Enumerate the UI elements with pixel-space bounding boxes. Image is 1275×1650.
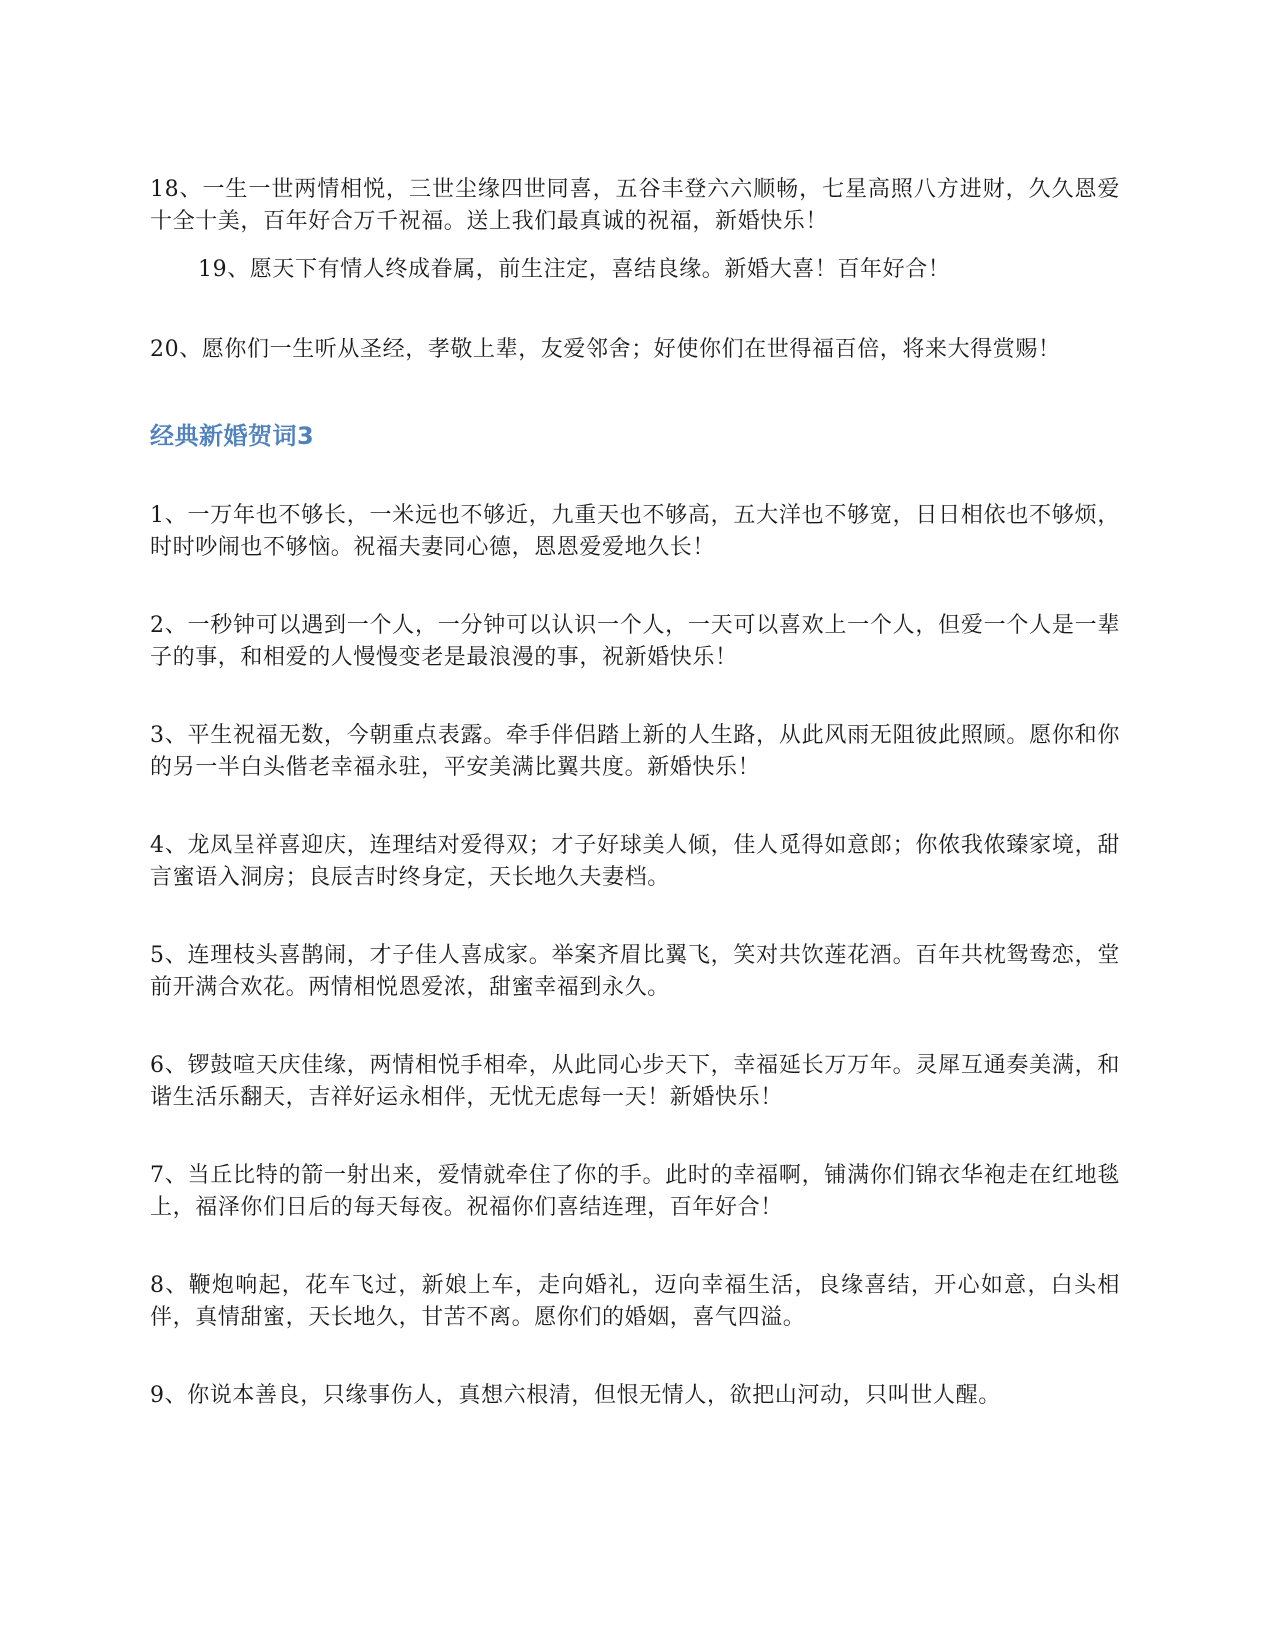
section-paragraph-6: 6、锣鼓喧天庆佳缘，两情相悦手相牵，从此同心步天下，幸福延长万万年。灵犀互通奏美满，和谐生活乐翻天，吉祥好运永相伴，无忧无虑每一天！新婚快乐！ xyxy=(150,1053,1120,1110)
section-paragraph-4: 4、龙凤呈祥喜迎庆，连理结对爱得双；才子好球美人倾，佳人觅得如意郎；你侬我侬臻家境，甜言蜜语入洞房；良辰吉时终身定，天长地久夫妻档。 xyxy=(150,833,1120,890)
section-paragraph-2: 2、一秒钟可以遇到一个人，一分钟可以认识一个人，一天可以喜欢上一个人，但爱一个人是一辈子的事，和相爱的人慢慢变老是最浪漫的事，祝新婚快乐！ xyxy=(150,613,1120,670)
section-paragraph-5: 5、连理枝头喜鹊闹，才子佳人喜成家。举案齐眉比翼飞，笑对共饮莲花酒。百年共枕鸳鸯恋，堂前开满合欢花。两情相悦恩爱浓，甜蜜幸福到永久。 xyxy=(150,943,1120,1000)
section-paragraph-1: 1、一万年也不够长，一米远也不够近，九重天也不够高，五大洋也不够宽，日日相依也不够烦，时时吵闹也不够恼。祝福夫妻同心德，恩恩爱爱地久长！ xyxy=(150,503,1120,560)
paragraph-20: 20、愿你们一生听从圣经，孝敬上辈，友爱邻舍；好使你们在世得福百倍，将来大得赏赐！ xyxy=(150,337,1061,362)
section-heading: 经典新婚贺词3 xyxy=(150,422,315,450)
section-paragraph-9: 9、你说本善良，只缘事伤人，真想六根清，但恨无情人，欲把山河动，只叫世人醒。 xyxy=(150,1383,1001,1408)
section-paragraph-8: 8、鞭炮响起，花车飞过，新娘上车，走向婚礼，迈向幸福生活，良缘喜结，开心如意，白头相伴，真情甜蜜，天长地久，甘苦不离。愿你们的婚姻，喜气四溢。 xyxy=(150,1273,1120,1330)
section-paragraph-7: 7、当丘比特的箭一射出来，爱情就牵住了你的手。此时的幸福啊，铺满你们锦衣华袍走在红地毯上，福泽你们日后的每天每夜。祝福你们喜结连理，百年好合！ xyxy=(150,1163,1120,1220)
paragraph-19: 19、愿天下有情人终成眷属，前生注定，喜结良缘。新婚大喜！百年好合！ xyxy=(198,257,951,282)
paragraph-18: 18、一生一世两情相悦，三世尘缘四世同喜，五谷丰登六六顺畅，七星高照八方进财，久久恩爱十全十美，百年好合万千祝福。送上我们最真诚的祝福，新婚快乐！ xyxy=(150,177,1120,234)
section-paragraph-3: 3、平生祝福无数，今朝重点表露。牵手伴侣踏上新的人生路，从此风雨无阻彼此照顾。愿你和你的另一半白头偕老幸福永驻，平安美满比翼共度。新婚快乐！ xyxy=(150,723,1120,780)
